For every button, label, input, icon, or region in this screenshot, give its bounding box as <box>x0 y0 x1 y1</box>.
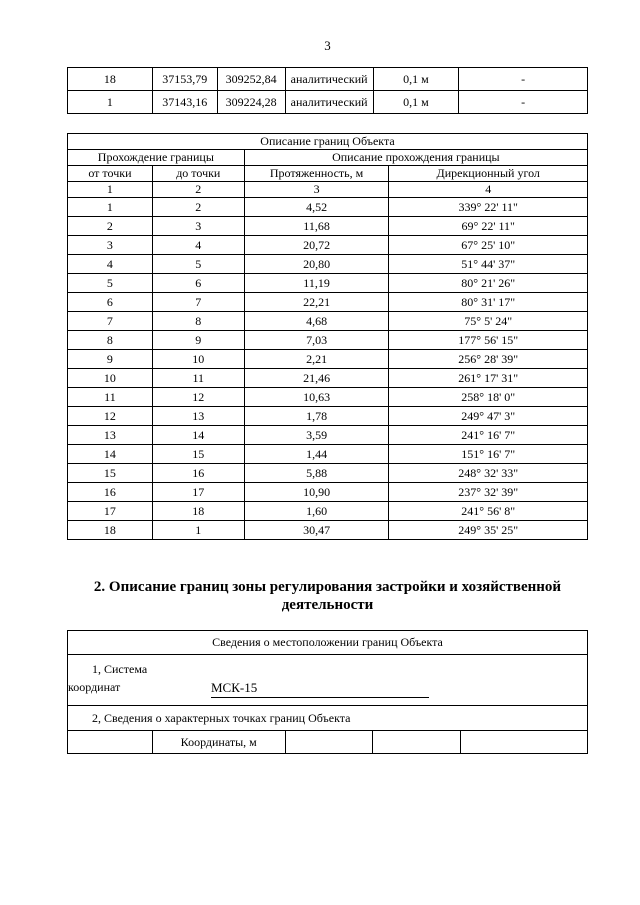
to-point: 6 <box>152 274 244 293</box>
direction-angle: 80° 21' 26" <box>389 274 588 293</box>
coordinates-header: Координаты, м <box>152 731 285 754</box>
direction-angle: 249° 35' 25" <box>389 521 588 540</box>
length-value: 1,60 <box>244 502 389 521</box>
table-column-header-row <box>68 166 588 182</box>
to-point: 18 <box>152 502 244 521</box>
length-value: 22,21 <box>244 293 389 312</box>
length-value: 2,21 <box>244 350 389 369</box>
column-header-to: до точки <box>152 166 244 182</box>
from-point: 15 <box>68 464 153 483</box>
direction-angle: 241° 16' 7" <box>389 426 588 445</box>
from-point: 17 <box>68 502 153 521</box>
point-number: 1 <box>68 91 153 114</box>
table-row <box>68 255 588 274</box>
points-info-label: 2, Сведения о характерных точках границ Объекта <box>92 710 351 725</box>
from-point: 12 <box>68 407 153 426</box>
length-value: 5,88 <box>244 464 389 483</box>
column-number: 2 <box>152 182 244 198</box>
empty-cell <box>373 731 461 754</box>
from-point: 4 <box>68 255 153 274</box>
length-value: 7,03 <box>244 331 389 350</box>
table-column-number-row <box>68 182 588 198</box>
direction-angle: 51° 44' 37" <box>389 255 588 274</box>
table-row <box>68 369 588 388</box>
direction-angle: 248° 32' 33" <box>389 464 588 483</box>
table-row <box>68 217 588 236</box>
accuracy: 0,1 м <box>373 68 459 91</box>
direction-angle: 151° 16' 7" <box>389 445 588 464</box>
direction-angle: 339° 22' 11" <box>389 198 588 217</box>
x-coordinate: 37153,79 <box>152 68 217 91</box>
info-title: Сведения о местоположении границ Объекта <box>68 631 588 655</box>
passage-header: Прохождение границы <box>68 150 245 166</box>
to-point: 8 <box>152 312 244 331</box>
direction-angle: 67° 25' 10" <box>389 236 588 255</box>
table-row <box>68 445 588 464</box>
note: - <box>459 68 588 91</box>
length-value: 20,80 <box>244 255 389 274</box>
from-point: 13 <box>68 426 153 445</box>
length-value: 4,68 <box>244 312 389 331</box>
column-header-from: от точки <box>68 166 153 182</box>
to-point: 12 <box>152 388 244 407</box>
from-point: 16 <box>68 483 153 502</box>
coordinates-header-row <box>68 731 588 754</box>
table-row <box>68 236 588 255</box>
length-value: 30,47 <box>244 521 389 540</box>
direction-angle: 80° 31' 17" <box>389 293 588 312</box>
column-number: 4 <box>389 182 588 198</box>
from-point: 18 <box>68 521 153 540</box>
table-row <box>68 464 588 483</box>
accuracy: 0,1 м <box>373 91 459 114</box>
table-row <box>68 521 588 540</box>
table-title-row <box>68 631 588 655</box>
direction-angle: 75° 5' 24" <box>389 312 588 331</box>
to-point: 14 <box>152 426 244 445</box>
from-point: 10 <box>68 369 153 388</box>
column-header-length: Протяженность, м <box>244 166 389 182</box>
location-info-table <box>67 630 588 754</box>
column-header-angle: Дирекционный угол <box>389 166 588 182</box>
from-point: 9 <box>68 350 153 369</box>
to-point: 4 <box>152 236 244 255</box>
to-point: 3 <box>152 217 244 236</box>
from-point: 7 <box>68 312 153 331</box>
length-value: 10,90 <box>244 483 389 502</box>
from-point: 5 <box>68 274 153 293</box>
points-info-row <box>68 706 588 731</box>
coordinate-system-value: МСК-15 <box>211 680 429 698</box>
table-row <box>68 293 588 312</box>
table-row <box>68 91 588 114</box>
table-row <box>68 274 588 293</box>
empty-cell <box>68 731 153 754</box>
table-row <box>68 483 588 502</box>
empty-cell <box>285 731 373 754</box>
section-heading-line-1: 2. Описание границ зоны регулирования застройки и хозяйственной <box>93 579 562 595</box>
length-value: 3,59 <box>244 426 389 445</box>
direction-angle: 249° 47' 3" <box>389 407 588 426</box>
to-point: 10 <box>152 350 244 369</box>
length-value: 4,52 <box>244 198 389 217</box>
coordinate-system-label: 1, Система <box>92 662 148 676</box>
length-value: 20,72 <box>244 236 389 255</box>
to-point: 17 <box>152 483 244 502</box>
to-point: 2 <box>152 198 244 217</box>
coordinates-table-continuation <box>67 67 588 114</box>
table-row <box>68 502 588 521</box>
coordinate-system-row <box>68 655 588 706</box>
to-point: 5 <box>152 255 244 274</box>
direction-angle: 241° 56' 8" <box>389 502 588 521</box>
from-point: 6 <box>68 293 153 312</box>
description-header: Описание прохождения границы <box>244 150 587 166</box>
direction-angle: 177° 56' 15" <box>389 331 588 350</box>
column-number: 1 <box>68 182 153 198</box>
table-title-row <box>68 134 588 150</box>
from-point: 14 <box>68 445 153 464</box>
table-row <box>68 68 588 91</box>
table-row <box>68 388 588 407</box>
direction-angle: 256° 28' 39" <box>389 350 588 369</box>
x-coordinate: 37143,16 <box>152 91 217 114</box>
length-value: 21,46 <box>244 369 389 388</box>
length-value: 11,19 <box>244 274 389 293</box>
table-row <box>68 331 588 350</box>
point-number: 18 <box>68 68 153 91</box>
direction-angle: 69° 22' 11" <box>389 217 588 236</box>
to-point: 1 <box>152 521 244 540</box>
length-value: 1,78 <box>244 407 389 426</box>
method: аналитический <box>285 91 373 114</box>
boundary-description-table <box>67 133 588 540</box>
empty-cell <box>461 731 588 754</box>
table-row <box>68 312 588 331</box>
y-coordinate: 309224,28 <box>217 91 285 114</box>
table-title: Описание границ Объекта <box>68 134 588 150</box>
page-number: 3 <box>324 38 331 53</box>
direction-angle: 237° 32' 39" <box>389 483 588 502</box>
direction-angle: 258° 18' 0" <box>389 388 588 407</box>
length-value: 11,68 <box>244 217 389 236</box>
from-point: 1 <box>68 198 153 217</box>
to-point: 11 <box>152 369 244 388</box>
column-number: 3 <box>244 182 389 198</box>
from-point: 3 <box>68 236 153 255</box>
y-coordinate: 309252,84 <box>217 68 285 91</box>
length-value: 1,44 <box>244 445 389 464</box>
table-row <box>68 407 588 426</box>
points-info-cell <box>68 706 588 731</box>
table-row <box>68 350 588 369</box>
table-row <box>68 198 588 217</box>
table-group-header-row <box>68 150 588 166</box>
from-point: 11 <box>68 388 153 407</box>
from-point: 8 <box>68 331 153 350</box>
to-point: 13 <box>152 407 244 426</box>
section-heading-line-2: деятельности <box>281 597 374 613</box>
direction-angle: 261° 17' 31" <box>389 369 588 388</box>
to-point: 16 <box>152 464 244 483</box>
to-point: 15 <box>152 445 244 464</box>
note: - <box>459 91 588 114</box>
coordinate-system-label-cont: координат <box>68 680 121 694</box>
length-value: 10,63 <box>244 388 389 407</box>
table-row <box>68 426 588 445</box>
section-heading <box>67 578 588 614</box>
from-point: 2 <box>68 217 153 236</box>
to-point: 7 <box>152 293 244 312</box>
coordinate-system-cell <box>68 655 588 706</box>
to-point: 9 <box>152 331 244 350</box>
method: аналитический <box>285 68 373 91</box>
